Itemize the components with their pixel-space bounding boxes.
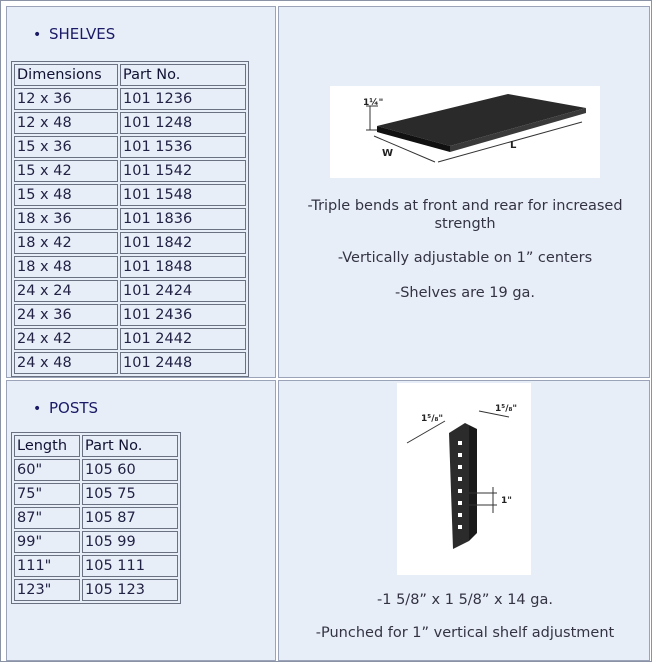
dimension-cell: 24 x 42: [14, 328, 118, 350]
side-a-dimension-label: 1⁵/₈": [421, 414, 444, 424]
column-header-part-no: Part No.: [120, 64, 246, 86]
bullet-icon: •: [33, 27, 42, 43]
part-number-cell: 105 87: [82, 507, 178, 529]
posts-heading: [33, 399, 98, 417]
part-number-cell: 101 2436: [120, 304, 246, 326]
height-dimension-label: 1¼": [363, 98, 384, 108]
part-number-cell: 101 2424: [120, 280, 246, 302]
part-number-cell: 101 1248: [120, 112, 246, 134]
table-row: [14, 256, 246, 278]
part-number-cell: 101 2448: [120, 352, 246, 374]
table-row: [14, 136, 246, 158]
table-row: [14, 531, 178, 553]
part-number-cell: 101 1236: [120, 88, 246, 110]
post-feature-gauge: -1 5/8” x 1 5/8” x 14 ga.: [377, 592, 553, 608]
part-number-cell: 105 111: [82, 555, 178, 577]
dimension-cell: 24 x 48: [14, 352, 118, 374]
dimension-cell: 12 x 36: [14, 88, 118, 110]
width-dimension-label: W: [382, 148, 394, 159]
table-row: [14, 280, 246, 302]
length-dimension-label: L: [510, 140, 517, 151]
table-row: [14, 304, 246, 326]
post-info-cell: [278, 380, 650, 661]
length-cell: 123": [14, 579, 80, 601]
shelves-table-cell: [6, 6, 276, 378]
posts-parts-table: [11, 432, 181, 604]
table-row: [14, 112, 246, 134]
dimension-cell: 12 x 48: [14, 112, 118, 134]
part-number-cell: 101 1848: [120, 256, 246, 278]
shelves-heading: [33, 25, 115, 43]
part-number-cell: 105 123: [82, 579, 178, 601]
post-drawing-icon: [397, 383, 531, 575]
bullet-icon: •: [33, 401, 42, 417]
table-row: [14, 507, 178, 529]
dimension-cell: 18 x 36: [14, 208, 118, 230]
part-number-cell: 101 1836: [120, 208, 246, 230]
shelf-feature-adjustable: -Vertically adjustable on 1” centers: [337, 250, 593, 266]
table-header-row: [14, 435, 178, 457]
part-number-cell: 101 1536: [120, 136, 246, 158]
part-number-cell: 105 60: [82, 459, 178, 481]
length-cell: 75": [14, 483, 80, 505]
posts-table-cell: [6, 380, 276, 661]
table-row: [14, 579, 178, 601]
dimension-cell: 24 x 24: [14, 280, 118, 302]
shelf-feature-triple-bends: -Triple bends at front and rear for increased strength: [307, 198, 623, 232]
shelves-heading-text: SHELVES: [49, 25, 116, 43]
table-row: [14, 88, 246, 110]
table-row: [14, 184, 246, 206]
part-number-cell: 101 2442: [120, 328, 246, 350]
table-row: [14, 328, 246, 350]
dimension-cell: 24 x 36: [14, 304, 118, 326]
post-illustration: [397, 383, 531, 575]
dimension-cell: 18 x 48: [14, 256, 118, 278]
table-row: [14, 555, 178, 577]
spacing-dimension-label: 1": [501, 496, 512, 506]
length-cell: 99": [14, 531, 80, 553]
shelves-parts-table: [11, 61, 249, 377]
shelf-illustration: [330, 86, 600, 178]
length-cell: 60": [14, 459, 80, 481]
column-header-dimensions: Dimensions: [14, 64, 118, 86]
column-header-length: Length: [14, 435, 80, 457]
shelf-feature-gauge: -Shelves are 19 ga.: [394, 285, 536, 301]
dimension-cell: 15 x 48: [14, 184, 118, 206]
post-feature-punched: -Punched for 1” vertical shelf adjustment: [315, 625, 615, 641]
length-cell: 111": [14, 555, 80, 577]
table-row: [14, 160, 246, 182]
table-row: [14, 208, 246, 230]
table-row: [14, 232, 246, 254]
part-number-cell: 101 1542: [120, 160, 246, 182]
table-row: [14, 352, 246, 374]
dimension-cell: 15 x 42: [14, 160, 118, 182]
part-number-cell: 105 75: [82, 483, 178, 505]
part-number-cell: 101 1842: [120, 232, 246, 254]
column-header-part-no: Part No.: [82, 435, 178, 457]
table-header-row: [14, 64, 246, 86]
dimension-cell: 18 x 42: [14, 232, 118, 254]
part-number-cell: 105 99: [82, 531, 178, 553]
part-number-cell: 101 1548: [120, 184, 246, 206]
length-cell: 87": [14, 507, 80, 529]
dimension-cell: 15 x 36: [14, 136, 118, 158]
posts-heading-text: POSTS: [49, 399, 99, 417]
shelf-drawing-icon: [330, 86, 600, 178]
table-row: [14, 483, 178, 505]
table-row: [14, 459, 178, 481]
side-b-dimension-label: 1⁵/₈": [495, 404, 518, 414]
shelf-info-cell: [278, 6, 650, 378]
